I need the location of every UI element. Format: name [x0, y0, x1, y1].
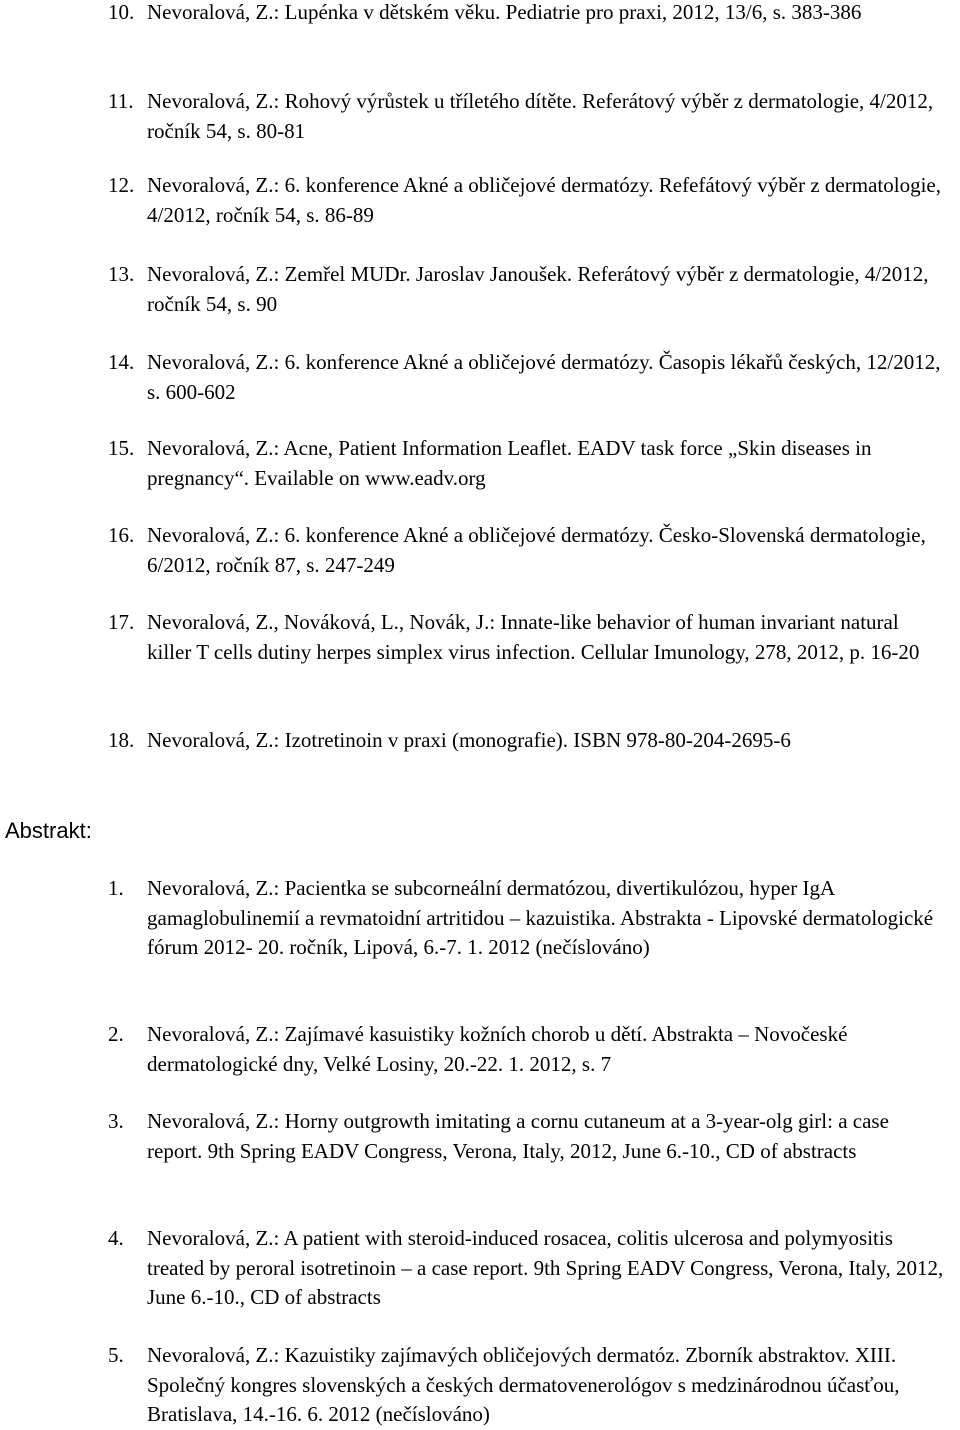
item-number: 1. [108, 876, 124, 900]
item-number: 18. [108, 728, 135, 752]
abstract-item [108, 1224, 948, 1313]
publication-item [108, 171, 948, 230]
item-text: Nevoralová, Z.: Izotretinoin v praxi (monografie). ISBN 978-80-204-2695-6 [147, 728, 791, 752]
item-number: 10. [108, 0, 135, 24]
publication-item [108, 434, 948, 493]
section-heading: Abstrakt: [5, 818, 92, 843]
item-number: 17. [108, 610, 135, 634]
publication-item [108, 608, 948, 667]
item-number: 16. [108, 523, 135, 547]
item-number: 3. [108, 1109, 124, 1133]
publication-item [108, 348, 948, 407]
item-text: Nevoralová, Z.: A patient with steroid-induced rosacea, colitis ulcerosa and polymyositis treated by peroral isotretinoin – a case report. 9th Spring EADV Congress, Verona, Italy, 2012, June 6.-10., CD of abstracts [147, 1226, 944, 1309]
item-number: 11. [108, 89, 134, 113]
item-text: Nevoralová, Z.: 6. konference Akné a obličejové dermatózy. Česko-Slovenská dermatologie, 6/2012, ročník 87, s. 247-249 [147, 523, 926, 577]
item-text: Nevoralová, Z.: Horny outgrowth imitating a cornu cutaneum at a 3-year-olg girl: a case report. 9th Spring EADV Congress, Verona, Italy, 2012, June 6.-10., CD of abstracts [147, 1109, 889, 1163]
abstract-item [108, 1341, 948, 1430]
item-number: 13. [108, 262, 135, 286]
item-text: Nevoralová, Z.: 6. konference Akné a obličejové dermatózy. Časopis lékařů českých, 12/2012, s. 600-602 [147, 350, 941, 404]
item-text: Nevoralová, Z.: 6. konference Akné a obličejové dermatózy. Refefátový výběr z dermatologie, 4/2012, ročník 54, s. 86-89 [147, 173, 941, 227]
publication-item [108, 260, 948, 319]
item-text: Nevoralová, Z.: Pacientka se subcorneální dermatózou, divertikulózou, hyper IgA gamaglobulinemií a revmatoidní artritidou – kazuistika. Abstrakta - Lipovské dermatologické fórum 2012- 20. ročník, Lipová, 6.-7. 1. 2012 (nečíslováno) [147, 876, 934, 959]
item-text: Nevoralová, Z.: Zemřel MUDr. Jaroslav Janoušek. Referátový výběr z dermatologie, 4/2012, ročník 54, s. 90 [147, 262, 929, 316]
publication-item [108, 521, 948, 580]
item-number: 12. [108, 173, 135, 197]
item-number: 2. [108, 1022, 124, 1046]
item-number: 5. [108, 1343, 124, 1367]
item-text: Nevoralová, Z.: Acne, Patient Information Leaflet. EADV task force „Skin diseases in pregnancy“. Evailable on www.eadv.org [147, 436, 872, 490]
item-text: Nevoralová, Z.: Kazuistiky zajímavých obličejových dermatóz. Zborník abstraktov. XIII. Společný kongres slovenských a českých dermatovenerológov s medzinárodnou účasťou, Bratislava, 14.-16. 6. 2012 (nečíslováno) [147, 1343, 900, 1426]
item-text: Nevoralová, Z.: Lupénka v dětském věku. Pediatrie pro praxi, 2012, 13/6, s. 383-386 [147, 0, 862, 24]
item-number: 15. [108, 436, 135, 460]
abstract-item [108, 1020, 948, 1079]
item-number: 14. [108, 350, 135, 374]
item-text: Nevoralová, Z., Nováková, L., Novák, J.: Innate-like behavior of human invariant natural killer T cells dutiny herpes simplex virus infection. Cellular Imunology, 278, 2012, p. 16-20 [147, 610, 920, 664]
publication-item [108, 0, 948, 28]
publication-item [108, 726, 948, 756]
item-text: Nevoralová, Z.: Rohový výrůstek u tříletého dítěte. Referátový výběr z dermatologie, 4/2012, ročník 54, s. 80-81 [147, 89, 934, 143]
publication-item [108, 87, 948, 146]
abstract-item [108, 1107, 948, 1166]
item-number: 4. [108, 1226, 124, 1250]
abstract-item [108, 874, 948, 963]
item-text: Nevoralová, Z.: Zajímavé kasuistiky kožních chorob u dětí. Abstrakta – Novočeské dermatologické dny, Velké Losiny, 20.-22. 1. 2012, s. 7 [147, 1022, 848, 1076]
